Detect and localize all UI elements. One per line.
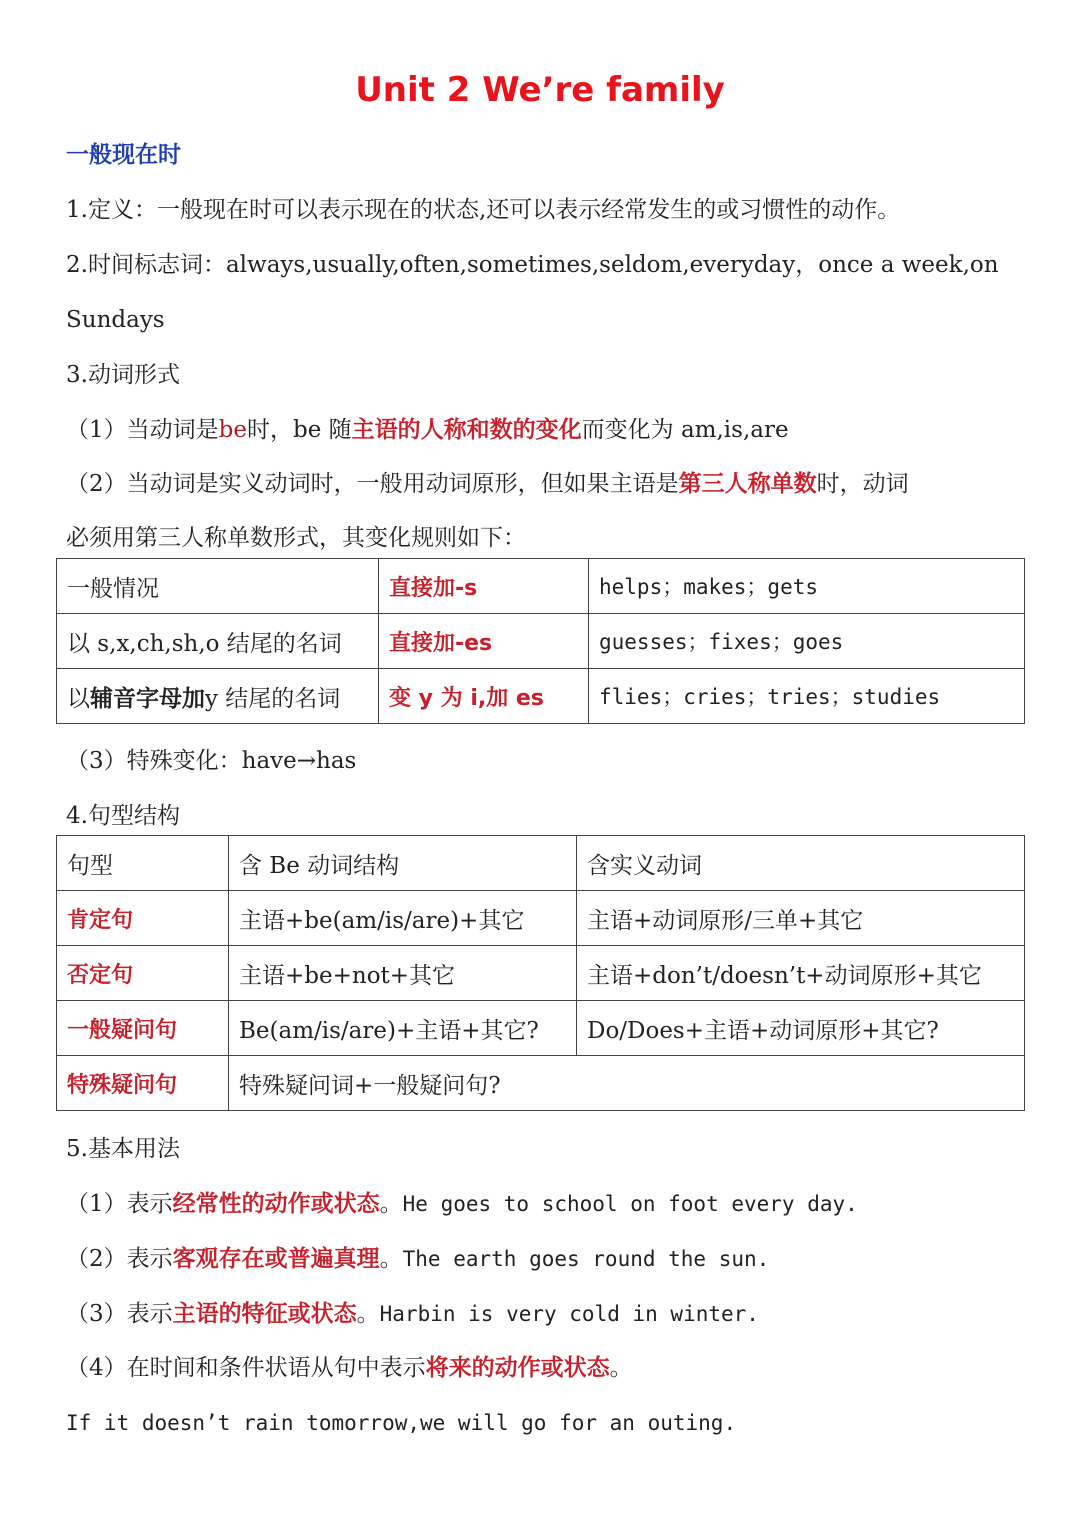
verb-structure: 主语+动词原形/三单+其它 xyxy=(577,891,1025,946)
usage-2 xyxy=(66,1242,1020,1276)
third-person-rules-table xyxy=(56,558,1025,724)
header-verb: 含实义动词 xyxy=(577,836,1025,891)
table-row xyxy=(57,891,1025,946)
usage-example: He goes to school on foot every day. xyxy=(402,1192,858,1216)
usage-4 xyxy=(66,1351,1020,1385)
rule-2-line-2: 必须用第三人称单数形式，其变化规则如下： xyxy=(66,525,526,551)
definition-line: 1.定义：一般现在时可以表示现在的状态,还可以表示经常发生的或习惯性的动作。 xyxy=(66,197,901,223)
usage-1 xyxy=(66,1187,1020,1221)
table-row xyxy=(57,559,1025,614)
final-example: If it doesn’t rain tomorrow,we will go for an outing. xyxy=(66,1411,737,1435)
rule-method: 直接加-s xyxy=(379,559,589,614)
rule-1-e: 而变化为 am,is,are xyxy=(581,417,789,443)
usage-prefix: （4）在时间和条件状语从句中表示 xyxy=(66,1355,426,1381)
verb-structure: 主语+don’t/doesn’t+动词原形+其它 xyxy=(577,946,1025,1001)
sentence-type: 特殊疑问句 xyxy=(57,1056,229,1111)
rule-examples: flies；cries；tries；studies xyxy=(589,669,1025,724)
verb-structure: Do/Does+主语+动词原形+其它? xyxy=(577,1001,1025,1056)
rule-examples: helps；makes；gets xyxy=(589,559,1025,614)
header-be: 含 Be 动词结构 xyxy=(229,836,577,891)
usage-3 xyxy=(66,1297,1020,1331)
usage-highlight: 主语的特征或状态 xyxy=(172,1301,357,1327)
rule-method: 直接加-es xyxy=(379,614,589,669)
rule-case: 一般情况 xyxy=(57,559,379,614)
verb-forms-heading: 3.动词形式 xyxy=(66,362,180,388)
table-row xyxy=(57,1001,1025,1056)
rule-case-c: y 结尾的名词 xyxy=(205,685,341,712)
rule-1-highlight: 主语的人称和数的变化 xyxy=(351,417,582,443)
sentence-type: 否定句 xyxy=(57,946,229,1001)
usage-example: The earth goes round the sun. xyxy=(402,1247,770,1271)
document-title: Unit 2 We’re family xyxy=(355,70,725,110)
rule-case xyxy=(57,669,379,724)
usage-example: Harbin is very cold in winter. xyxy=(379,1302,759,1326)
time-words-line-1: 2.时间标志词：always,usually,often,sometimes,seldom,everyday，once a week,on xyxy=(66,252,999,278)
rule-method: 变 y 为 i,加 es xyxy=(379,669,589,724)
table-row xyxy=(57,669,1025,724)
be-structure: 主语+be(am/is/are)+其它 xyxy=(229,891,577,946)
usage-highlight: 将来的动作或状态 xyxy=(425,1355,610,1381)
rule-examples: guesses；fixes；goes xyxy=(589,614,1025,669)
sentence-type: 肯定句 xyxy=(57,891,229,946)
rule-1-c: 时，be 随 xyxy=(246,417,352,443)
usage-prefix: （1）表示 xyxy=(66,1191,173,1217)
rule-case: 以 s,x,ch,sh,o 结尾的名词 xyxy=(57,614,379,669)
header-type: 句型 xyxy=(57,836,229,891)
rule-1-a: （1）当动词是 xyxy=(66,417,219,443)
rule-1-be: be xyxy=(218,417,247,443)
rule-case-b: 辅音字母加 xyxy=(90,684,205,712)
usage-prefix: （3）表示 xyxy=(66,1301,173,1327)
sentence-type: 一般疑问句 xyxy=(57,1001,229,1056)
usage-suffix: 。 xyxy=(356,1301,380,1327)
usage-prefix: （2）表示 xyxy=(66,1246,173,1272)
rule-2-c: 时，动词 xyxy=(816,471,909,497)
sentence-structure-table xyxy=(56,835,1025,1111)
rule-2 xyxy=(66,467,1020,501)
table-row xyxy=(57,946,1025,1001)
rule-3: （3）特殊变化：have→has xyxy=(66,748,357,774)
usage-heading: 5.基本用法 xyxy=(66,1136,180,1162)
section-heading: 一般现在时 xyxy=(66,142,181,168)
table-row xyxy=(57,614,1025,669)
time-words-line-2: Sundays xyxy=(66,307,165,333)
table-row xyxy=(57,1056,1025,1111)
usage-suffix: 。 xyxy=(379,1191,403,1217)
usage-suffix: 。 xyxy=(609,1355,633,1381)
table-header-row xyxy=(57,836,1025,891)
rule-2-a: （2）当动词是实义动词时，一般用动词原形，但如果主语是 xyxy=(66,471,679,497)
structure-heading: 4.句型结构 xyxy=(66,803,180,829)
be-structure: Be(am/is/are)+主语+其它? xyxy=(229,1001,577,1056)
usage-highlight: 经常性的动作或状态 xyxy=(172,1191,380,1217)
usage-suffix: 。 xyxy=(379,1246,403,1272)
usage-highlight: 客观存在或普遍真理 xyxy=(172,1246,380,1272)
rule-2-highlight: 第三人称单数 xyxy=(678,471,817,497)
be-structure: 主语+be+not+其它 xyxy=(229,946,577,1001)
rule-case-a: 以 xyxy=(67,685,90,712)
merged-structure: 特殊疑问词+一般疑问句? xyxy=(229,1056,1025,1111)
rule-1 xyxy=(66,413,1020,447)
